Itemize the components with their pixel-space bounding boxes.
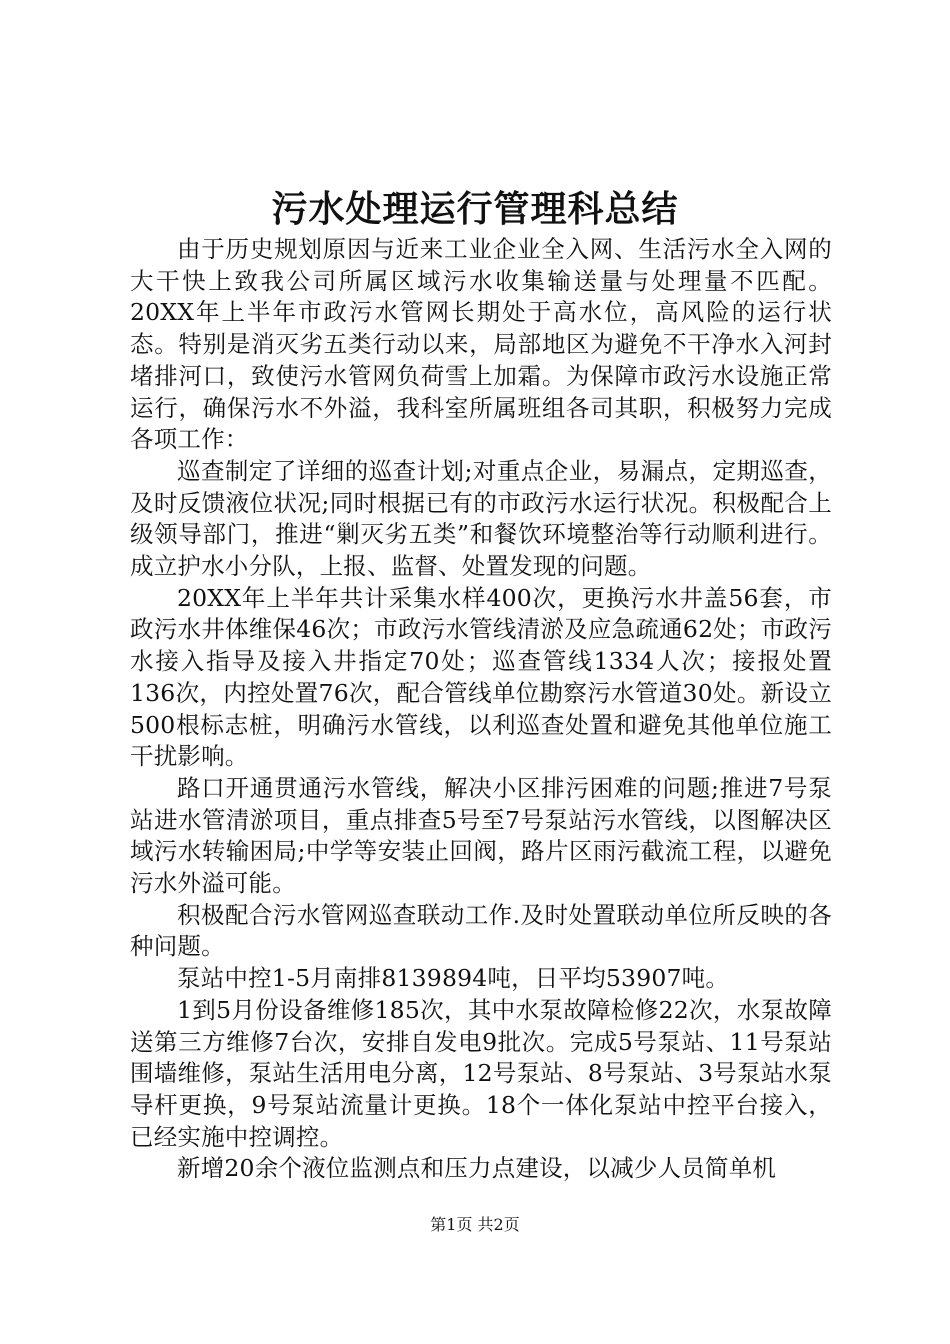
paragraph-pipeline: 路口开通贯通污水管线，解决小区排污困难的问题;推进7号泵站进水管清淤项目，重点排查5号至7号泵站污水管线，以图解决区域污水转输困局;中学等安装止回阀，路片区雨污截流工程，以避免污水外溢可能。	[130, 773, 832, 898]
document-title: 污水处理运行管理科总结	[271, 188, 679, 230]
paragraph-linkage: 积极配合污水管网巡查联动工作.及时处置联动单位所反映的各种问题。	[130, 900, 832, 961]
document-body	[130, 234, 832, 1185]
paragraph-statistics: 20XX年上半年共计采集水样400次，更换污水井盖56套，市政污水井体维保46次；市政污水管线清淤及应急疏通62处；市政污水接入指导及接入井指定70处；巡查管线1334人次；接报处置136次，内控处置76次，配合管线单位勘察污水管道30处。新设立500根标志桩，明确污水管线，以利巡查处置和避免其他单位施工干扰影响。	[130, 583, 832, 771]
paragraph-maintenance: 1到5月份设备维修185次，其中水泵故障检修22次，水泵故障送第三方维修7台次，安排自发电9批次。完成5号泵站、11号泵站围墙维修，泵站生活用电分离，12号泵站、8号泵站、3号泵站水泵导杆更换，9号泵站流量计更换。18个一体化泵站中控平台接入，已经实施中控调控。	[130, 995, 832, 1151]
paragraph-monitoring: 新增20余个液位监测点和压力点建设，以减少人员简单机	[177, 1154, 777, 1183]
paragraph-pump-control: 泵站中控1-5月南排8139894吨，日平均53907吨。	[177, 964, 730, 993]
paragraph-intro: 由于历史规划原因与近来工业企业全入网、生活污水全入网的大干快上致我公司所属区域污水收集输送量与处理量不匹配。20XX年上半年市政污水管网长期处于高水位，高风险的运行状态。特别是消灭劣五类行动以来，局部地区为避免不干净水入河封堵排河口，致使污水管网负荷雪上加霜。为保障市政污水设施正常运行，确保污水不外溢，我科室所属班组各司其职，积极努力完成各项工作：	[130, 235, 832, 454]
paragraph-inspection: 巡查制定了详细的巡查计划;对重点企业，易漏点，定期巡查，及时反馈液位状况;同时根据已有的市政污水运行状况。积极配合上级领导部门，推进“剿灭劣五类”和餐饮环境整治等行动顺利进行。成立护水小分队，上报、监督、处置发现的问题。	[130, 456, 832, 581]
page-number-footer: 第1页 共2页	[430, 1215, 520, 1234]
